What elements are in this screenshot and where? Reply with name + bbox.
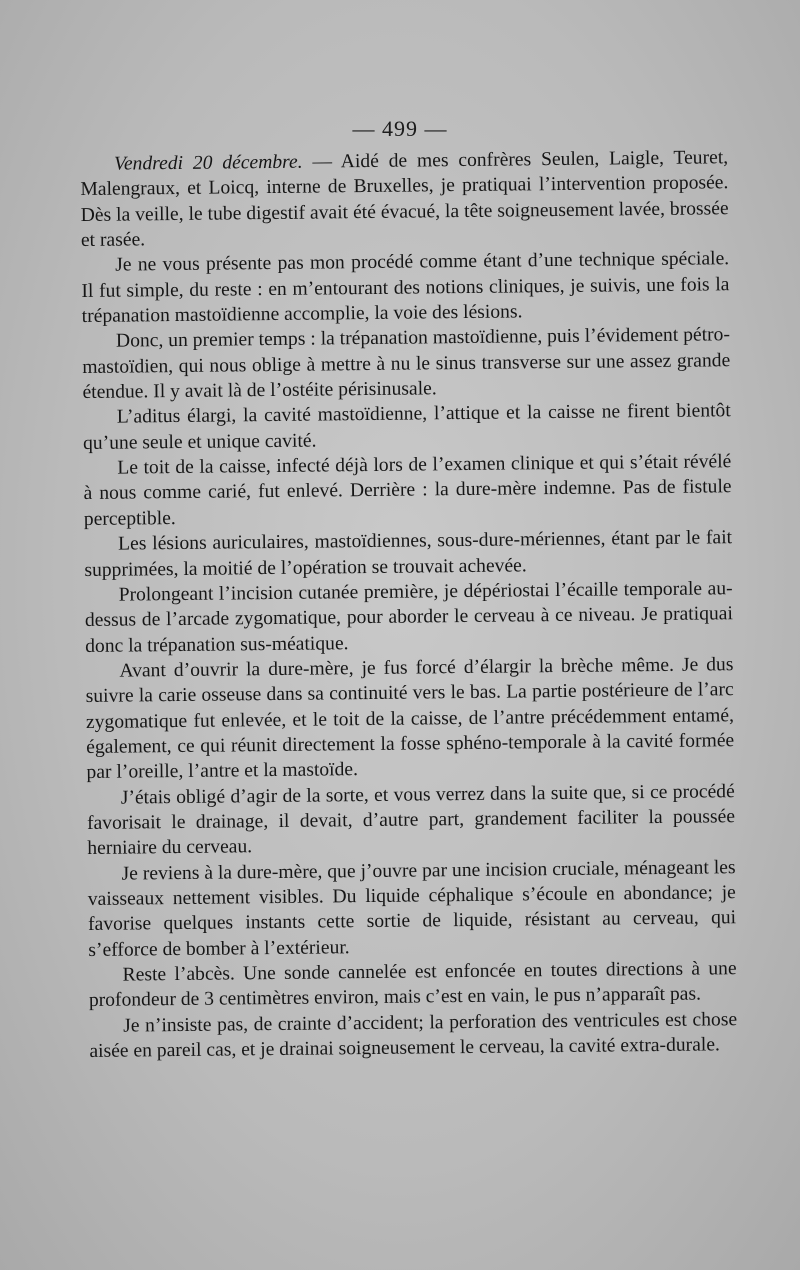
paragraph: L’aditus élargi, la cavité mastoïdienne, l’attique et la caisse ne firent bientôt qu’une seule et unique cavité. bbox=[82, 400, 731, 454]
paragraph: Je ne vous présente pas mon procédé comme étant d’une technique spéciale. Il fut simple, du reste : en m’entourant des notions cliniques, je suivis, une fois la trépanation mastoïdienne accomplie, la voie des lésions. bbox=[81, 248, 730, 328]
paragraph bbox=[80, 145, 729, 253]
page-number: — 499 — bbox=[352, 116, 448, 141]
paragraph: Le toit de la caisse, infecté déjà lors de l’examen clinique et qui s’était révélé à nous comme carié, fut enlevé. Derrière : la dure-mère indemne. Pas de fistule perceptible. bbox=[83, 451, 732, 530]
body-text bbox=[80, 145, 738, 1064]
paragraph: Prolongeant l’incision cutanée première, je dépériostai l’écaille temporale au-dessus de l’arcade zygomatique, pour aborder le cerveau à ce niveau. Je pratiquai donc la trépanation sus-méatique. bbox=[84, 578, 733, 657]
paragraph: J’étais obligé d’agir de la sorte, et vous verrez dans la suite que, si ce procédé favorisait le drainage, il devait, d’autre part, grandement faciliter la poussée herniaire du cerveau. bbox=[86, 780, 736, 860]
paragraph-text: — Aidé de mes confrères Seulen, Laigle, Teuret, Malengraux, et Loicq, interne de Bruxelles, je pratiquai l’intervention proposée. Dès la veille, le tube digestif avait été évacué, la tête soigneusement lavée, brossée et rasée. bbox=[80, 147, 729, 252]
paragraph: Les lésions auriculaires, mastoïdiennes, sous-dure-mériennes, étant par le fait supprimées, la moitié de l’opération se trouvait achevée. bbox=[84, 527, 733, 581]
paragraph: Reste l’abcès. Une sonde cannelée est enfoncée en toutes directions à une profondeur de 3 centimètres environ, mais c’est en vain, le pus n’apparaît pas. bbox=[88, 958, 737, 1012]
paragraph: Je reviens à la dure-mère, que j’ouvre par une incision cruciale, ménageant les vaisseaux nettement visibles. Du liquide céphalique s’écoule en abondance; je favorise quelques instants cette sortie de liquide, résistant au cerveau, qui s’efforce de bomber à l’extérieur. bbox=[87, 856, 737, 961]
paragraph: Donc, un premier temps : la trépanation mastoïdienne, puis l’évidement pétro-mastoïdien, qui nous oblige à mettre à nu le sinus transverse sur une assez grande étendue. Il y avait là de l’ostéite périsinusale. bbox=[82, 324, 731, 404]
date-heading: Vendredi 20 décembre. bbox=[114, 151, 303, 175]
paragraph: Avant d’ouvrir la dure-mère, je fus forcé d’élargir la brèche même. Je dus suivre la carie osseuse dans sa continuité vers le bas. La partie postérieure de l’arc zygomatique fut enlevée, et le toit de la caisse, de l’antre précédemment entamé, également, ce qui réunit directement la fosse sphéno-temporale à la cavité formée par l’oreille, l’antre et la mastoïde. bbox=[85, 654, 735, 784]
paragraph: Je n’insiste pas, de crainte d’accident; la perforation des ventricules est chose aisée en pareil cas, et je drainai soigneusement le cerveau, la cavité extra-durale. bbox=[89, 1008, 738, 1062]
